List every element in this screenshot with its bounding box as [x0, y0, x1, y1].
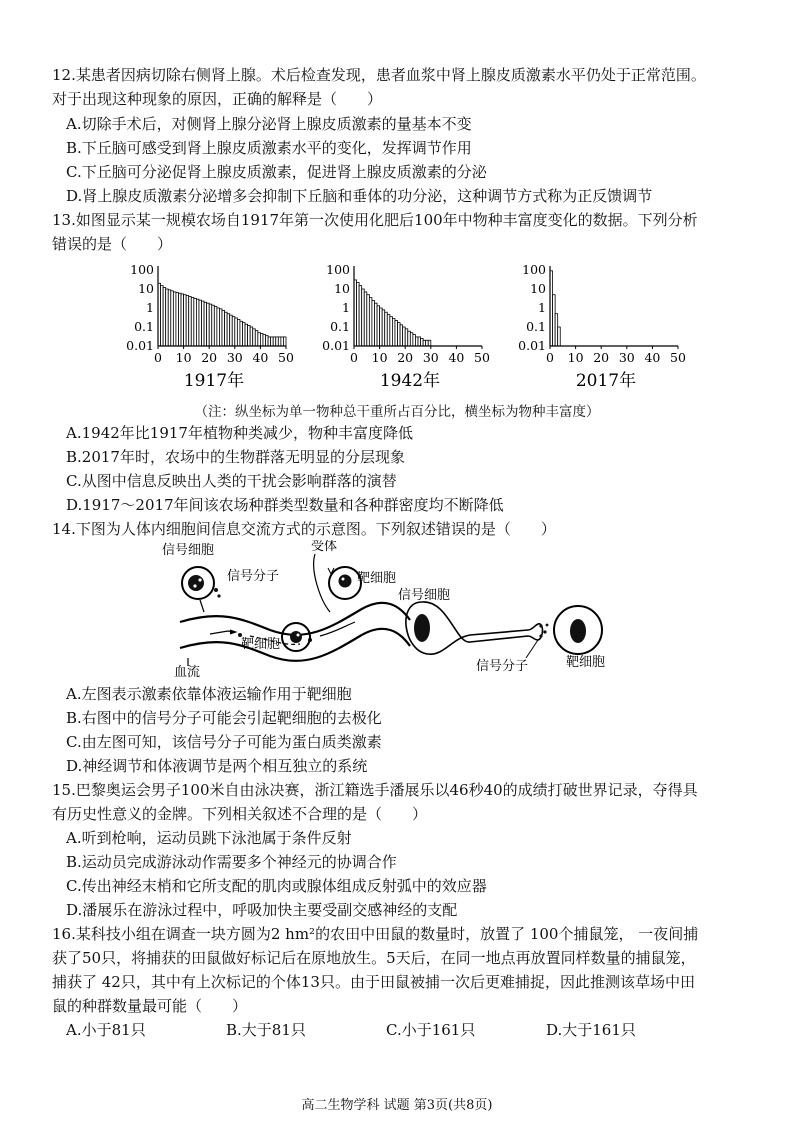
q16-stem-line1: 16.某科技小组在调查一块方圆为2 hm²的农田中田鼠的数量时，放置了 100个捕鼠笼， 一夜间捕	[52, 925, 699, 943]
q16-option-a: A.小于81只	[66, 1021, 146, 1039]
x-tick-label: 20	[397, 350, 414, 365]
q12-option-c: C.下丘脑可分泌促肾上腺皮质激素，促进肾上腺皮质激素的分泌	[66, 163, 487, 181]
x-tick-label: 30	[422, 350, 439, 365]
y-tick-label: 10	[138, 281, 154, 296]
y-tick-label: 10	[530, 281, 546, 296]
y-tick-label: 100	[522, 264, 546, 277]
receptor-label: 受体	[311, 540, 338, 554]
chart-title: 2017年	[575, 371, 637, 391]
q13-chart-note: （注：纵坐标为单一物种总干重所占百分比，横坐标为物种丰富度）	[194, 404, 600, 420]
q15-option-b: B.运动员完成游泳动作需要多个神经元的协调合作	[66, 853, 397, 871]
q14-option-c: C.由左图可知，该信号分子可能为蛋白质类激素	[66, 733, 382, 751]
q15-option-c: C.传出神经末梢和它所支配的肌肉或腺体组成反射弧中的效应器	[66, 877, 487, 895]
page-footer: 高二生物学科 试题 第3页(共8页)	[301, 1098, 493, 1113]
left-signal-cell	[182, 567, 221, 612]
target-cell-top	[314, 554, 361, 612]
chart-1917	[110, 264, 295, 392]
bar	[428, 340, 431, 346]
q12-option-a: A.切除手术后，对侧肾上腺分泌肾上腺皮质激素的量基本不变	[66, 115, 472, 133]
q15-stem-line1: 15.巴黎奥运会男子100米自由泳决赛，浙江籍选手潘展乐以46秒40的成绩打破世界记录，夺得具	[52, 781, 698, 799]
x-tick-label: 20	[201, 350, 218, 365]
x-tick-label: 50	[670, 350, 686, 365]
q14-option-b: B.右图中的信号分子可能会引起靶细胞的去极化	[66, 709, 382, 727]
q15-stem-line2: 有历史性意义的金牌。下列相关叙述不合理的是（ ）	[52, 805, 428, 823]
right-signal-molecule-label: 信号分子	[476, 659, 529, 674]
q13-option-c: C.从图中信息反映出人类的干扰会影响群落的演替	[66, 472, 397, 490]
y-tick-label: 1	[342, 300, 350, 315]
y-tick-label: 0.1	[526, 319, 546, 334]
q14-stem: 14.下图为人体内细胞间信息交流方式的示意图。下列叙述错误的是（ ）	[52, 520, 556, 538]
q16-stem-line3: 捕获了 42只，其中有上次标记的个体13只。由于田鼠被捕一次后更难捕捉，因此推测该草场中田	[52, 973, 695, 991]
q13-option-d: D.1917～2017年间该农场种群类型数量和各种群密度均不断降低	[66, 496, 504, 514]
y-tick-label: 0.01	[126, 338, 154, 353]
neuron	[406, 602, 549, 658]
y-tick-label: 0.01	[322, 338, 350, 353]
x-tick-label: 50	[474, 350, 490, 365]
x-tick-label: 0	[154, 350, 162, 365]
q16-option-b: B.大于81只	[226, 1021, 306, 1039]
x-tick-label: 40	[252, 350, 269, 365]
y-tick-label: 1	[538, 300, 546, 315]
y-tick-label: 100	[326, 264, 350, 277]
y-tick-label: 0.01	[518, 338, 546, 353]
chart-title: 1942年	[379, 371, 441, 391]
q13-option-b: B.2017年时，农场中的生物群落无明显的分层现象	[66, 448, 405, 466]
chart-2017	[502, 264, 687, 392]
left-signal-molecule-label: 信号分子	[227, 569, 280, 584]
q15-option-a: A.听到枪响，运动员跳下泳池属于条件反射	[66, 829, 352, 847]
y-tick-label: 100	[130, 264, 154, 277]
y-tick-label: 1	[146, 300, 154, 315]
target-cell-bottom	[282, 623, 310, 651]
blood-flow-label: 血流	[174, 665, 201, 680]
chart-title: 1917年	[183, 371, 245, 391]
chart-1942	[306, 264, 491, 392]
left-signal-cell-label: 信号细胞	[162, 543, 215, 558]
species-richness-charts	[110, 264, 690, 392]
q16-option-d: D.大于161只	[546, 1021, 636, 1039]
x-tick-label: 40	[448, 350, 465, 365]
x-tick-label: 50	[278, 350, 294, 365]
x-tick-label: 0	[350, 350, 358, 365]
q14-option-a: A.左图表示激素依靠体液运输作用于靶细胞	[66, 685, 352, 703]
q12-stem-line1: 12.某患者因病切除右侧肾上腺。术后检查发现，患者血浆中肾上腺皮质激素水平仍处于正常范围。	[52, 66, 706, 84]
x-tick-label: 10	[371, 350, 388, 365]
q14-option-d: D.神经调节和体液调节是两个相互独立的系统	[66, 757, 368, 775]
q15-option-d: D.潘展乐在游泳过程中，呼吸加快主要受副交感神经的支配	[66, 901, 458, 919]
x-tick-label: 30	[618, 350, 635, 365]
q16-stem-line4: 鼠的种群数量最可能（ ）	[52, 997, 248, 1015]
cell-communication-diagram	[160, 540, 630, 680]
target-cell-top-label: 靶细胞	[357, 571, 397, 586]
q13-stem-line1: 13.如图显示某一规模农场自1917年第一次使用化肥后100年中物种丰富度变化的数据。下列分析	[52, 211, 698, 229]
y-tick-label: 10	[334, 281, 350, 296]
q16-options-row	[66, 1019, 636, 1041]
x-tick-label: 30	[226, 350, 243, 365]
q13-option-a: A.1942年比1917年植物种类减少，物种丰富度降低	[66, 424, 413, 442]
q13-stem-line2: 错误的是（ ）	[52, 235, 173, 253]
right-target-cell-label: 靶细胞	[566, 655, 606, 670]
right-target-cell	[554, 606, 602, 654]
q16-option-c: C.小于161只	[386, 1021, 476, 1039]
bar	[283, 337, 286, 346]
q16-stem-line2: 获了50只，将捕获的田鼠做好标记后在原地放生。5天后，在同一地点再放置同样数量的捕鼠笼，	[52, 949, 696, 967]
x-tick-label: 0	[546, 350, 554, 365]
right-signal-cell-label: 信号细胞	[398, 588, 451, 603]
y-tick-label: 0.1	[330, 319, 350, 334]
bar	[558, 327, 561, 346]
x-tick-label: 10	[175, 350, 192, 365]
target-cell-bottom-label: 靶细胞	[241, 637, 281, 652]
x-tick-label: 40	[644, 350, 661, 365]
q12-option-b: B.下丘脑可感受到肾上腺皮质激素水平的变化，发挥调节作用	[66, 139, 472, 157]
x-tick-label: 20	[593, 350, 610, 365]
q12-stem-line2: 对于出现这种现象的原因，正确的解释是（ ）	[52, 90, 383, 108]
x-tick-label: 10	[567, 350, 584, 365]
q12-option-d: D.肾上腺皮质激素分泌增多会抑制下丘脑和垂体的功分泌，这种调节方式称为正反馈调节	[66, 187, 653, 205]
y-tick-label: 0.1	[134, 319, 154, 334]
